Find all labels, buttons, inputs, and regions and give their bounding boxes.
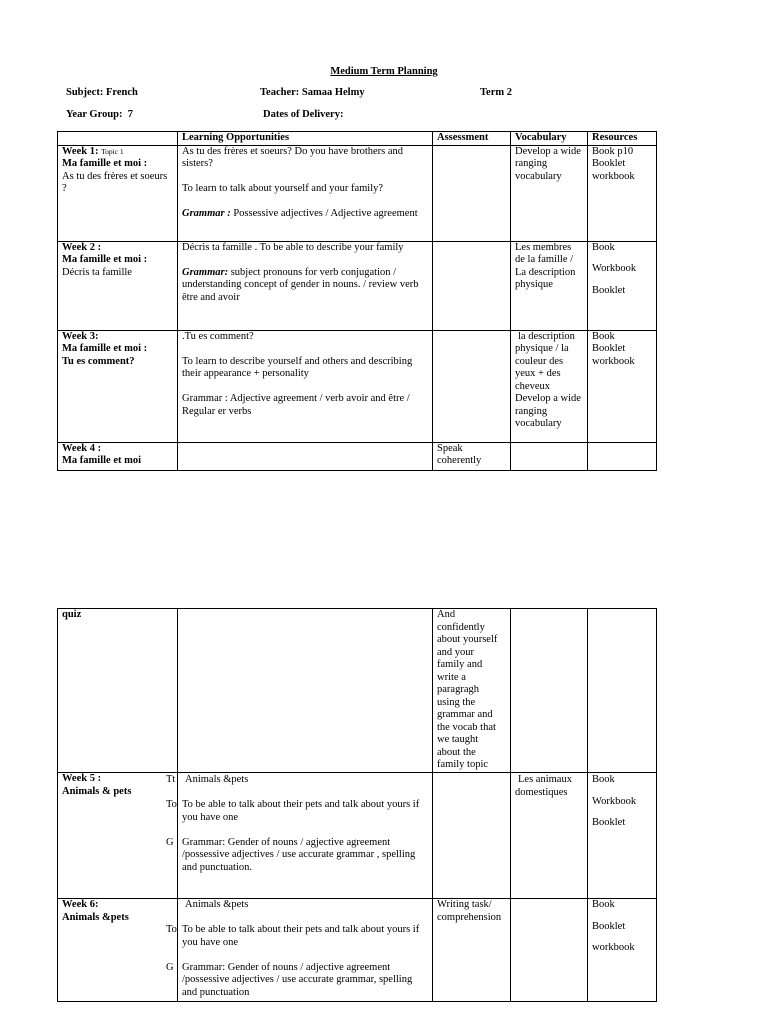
- resource-item: Booklet: [592, 284, 626, 296]
- lesson-title: Décris ta famille: [62, 266, 132, 278]
- header-learning: Learning Opportunities: [178, 132, 433, 146]
- table-row: [58, 899, 657, 1002]
- learning-objective: [166, 799, 429, 824]
- resource-item: Book: [592, 774, 615, 785]
- header-resources: Resources: [588, 132, 657, 146]
- topic-label: Topic 1: [101, 146, 124, 156]
- resources-cell: [588, 609, 657, 773]
- assessment-cell: [433, 899, 511, 1002]
- week-label: Week 2 :: [62, 241, 102, 253]
- header-assessment: Assessment: [433, 132, 511, 146]
- learning-objective: [166, 774, 429, 787]
- vocabulary-text: la description physique / la couleur des yeux + des cheveux: [515, 330, 575, 392]
- week-cell: [58, 330, 178, 442]
- vocabulary-text: Les membres de la famille / La description physique: [515, 241, 576, 290]
- learning-text: To be able to talk about their pets and talk about yours if you have one: [182, 924, 420, 948]
- week-cell: [58, 773, 178, 899]
- learning-objective: [182, 899, 429, 912]
- learning-cell: [178, 442, 433, 470]
- learning-text: Animals &pets: [185, 774, 249, 785]
- teacher-label: Teacher: Samaa Helmy: [260, 87, 365, 98]
- table-row: [58, 609, 657, 773]
- learning-cell: [166, 773, 433, 899]
- resources-cell: [588, 899, 657, 1002]
- vocabulary-cell: [511, 609, 588, 773]
- learning-objective: To learn to describe yourself and others and describing their appearance + personality: [182, 355, 413, 379]
- week-label: quiz: [62, 609, 82, 620]
- unit-title: Ma famille et moi :: [62, 158, 148, 169]
- learning-text: To be able to talk about their pets and talk about yours if you have one: [182, 799, 420, 823]
- table-row: [58, 330, 657, 442]
- table-row: [58, 773, 657, 899]
- vocabulary-cell: [511, 773, 588, 899]
- resources-cell: [588, 773, 657, 899]
- grammar-label: Grammar:: [182, 266, 229, 278]
- resource-item: Booklet: [592, 343, 626, 354]
- assessment-cell: [433, 145, 511, 241]
- vocabulary-cell: [511, 330, 588, 442]
- learning-cell: [166, 899, 433, 1002]
- vocabulary-cell: [511, 145, 588, 241]
- resource-item: workbook: [592, 170, 635, 182]
- resource-item: Workbook: [592, 795, 637, 807]
- learning-text: Grammar: Gender of nouns / agjective agreement /possessive adjectives / use accurate grammar , spelling and punctuation.: [182, 836, 416, 873]
- learning-objective: [166, 924, 429, 949]
- unit-title: Animals &pets: [62, 911, 129, 923]
- resource-item: workbook: [592, 355, 635, 367]
- vocabulary-cell: [511, 442, 588, 470]
- table-row: [58, 442, 657, 470]
- table-row: [58, 241, 657, 330]
- grammar-note: [166, 836, 429, 875]
- assessment-text: Speak coherently: [437, 442, 482, 466]
- term-label: Term 2: [480, 87, 512, 98]
- assessment-cell: [433, 773, 511, 899]
- header-vocabulary: Vocabulary: [511, 132, 588, 146]
- vocabulary-text: Les animaux domestiques: [515, 774, 572, 798]
- year-group-label: Year Group: 7: [66, 109, 133, 120]
- grammar-text: subject pronouns for verb conjugation / understanding concept of gender in nouns. / review verb être and avoir: [182, 266, 419, 303]
- week-label: Week 5 :: [62, 773, 102, 784]
- week-label: Week 4 :: [62, 442, 102, 454]
- assessment-cell: [433, 330, 511, 442]
- week-cell: [58, 442, 178, 470]
- week-label: Week 6:: [62, 899, 99, 910]
- dates-of-delivery-label: Dates of Delivery:: [263, 109, 344, 120]
- lesson-title: Tu es comment?: [62, 355, 135, 367]
- learning-objective: Décris ta famille . To be able to describe your family: [182, 241, 404, 253]
- grammar-note: [182, 208, 429, 221]
- learning-cell: [178, 145, 433, 241]
- assessment-cell: [433, 241, 511, 330]
- assessment-cell: [433, 442, 511, 470]
- grammar-note: [166, 961, 429, 1000]
- grammar-label: Grammar :: [182, 208, 231, 219]
- margin-fragment: To: [166, 799, 177, 810]
- learning-text: Animals &pets: [185, 899, 249, 910]
- learning-objective: To learn to talk about yourself and your family?: [182, 183, 384, 194]
- page-title: [0, 66, 768, 79]
- learning-objective: As tu des frères et soeurs? Do you have brothers and sisters?: [182, 145, 404, 169]
- assessment-text: Writing task/ comprehension: [437, 899, 502, 923]
- resource-item: Booklet: [592, 817, 626, 828]
- margin-fragment: To: [166, 924, 177, 935]
- assessment-text: And confidently about yourself and your family and write a paragragh using the grammar and the vocab that we taught about the family topic: [437, 609, 498, 770]
- week-label: [62, 146, 174, 159]
- unit-title: Ma famille et moi :: [62, 254, 148, 265]
- resource-item: Book p10: [592, 145, 634, 157]
- planning-table-2: [57, 608, 657, 1002]
- week-cell: [58, 145, 178, 241]
- vocabulary-cell: [511, 899, 588, 1002]
- page-title-text: Medium Term Planning: [330, 66, 438, 77]
- week-label: Week 3:: [62, 330, 99, 342]
- lesson-title: As tu des frères et soeurs ?: [62, 170, 168, 194]
- header-row: [58, 132, 657, 146]
- vocabulary-text: Develop a wide ranging vocabulary: [515, 393, 581, 429]
- unit-title: Animals & pets: [62, 785, 132, 797]
- resource-item: Book: [592, 330, 615, 342]
- week-cell: [58, 899, 178, 1002]
- unit-title: Ma famille et moi :: [62, 343, 148, 354]
- resource-item: Workbook: [592, 263, 637, 274]
- learning-cell: [178, 609, 433, 773]
- resource-item: Book: [592, 241, 615, 253]
- grammar-note: Grammar : Adjective agreement / verb avoir and être / Regular er verbs: [182, 393, 410, 417]
- resources-cell: [588, 241, 657, 330]
- vocabulary-cell: [511, 241, 588, 330]
- resources-cell: [588, 442, 657, 470]
- week-number: Week 1:: [62, 145, 99, 157]
- table-row: [58, 145, 657, 241]
- grammar-note: [182, 267, 429, 305]
- margin-fragment: G: [166, 836, 174, 848]
- resource-item: Book: [592, 899, 615, 910]
- resource-item: workbook: [592, 942, 635, 953]
- subject-label: Subject: French: [66, 87, 138, 98]
- margin-fragment: Tt: [166, 774, 176, 785]
- resources-cell: [588, 145, 657, 241]
- resource-item: Booklet: [592, 920, 626, 932]
- grammar-text: Possessive adjectives / Adjective agreement: [230, 208, 418, 219]
- week-cell: [58, 241, 178, 330]
- learning-cell: [178, 330, 433, 442]
- resources-cell: [588, 330, 657, 442]
- assessment-cell: [433, 609, 511, 773]
- learning-objective: .Tu es comment?: [182, 330, 254, 342]
- unit-title: Ma famille et moi: [62, 455, 142, 466]
- planning-table-1: [57, 131, 657, 471]
- resource-item: Booklet: [592, 158, 626, 169]
- learning-text: Grammar: Gender of nouns / adjective agreement /possessive adjectives / use accurate grammar, spelling and punctuation: [182, 961, 413, 998]
- header-week-cell: [58, 132, 178, 146]
- vocabulary-text: Develop a wide ranging vocabulary: [515, 145, 581, 182]
- learning-cell: [178, 241, 433, 330]
- margin-fragment: G: [166, 961, 174, 973]
- week-cell: [58, 609, 178, 773]
